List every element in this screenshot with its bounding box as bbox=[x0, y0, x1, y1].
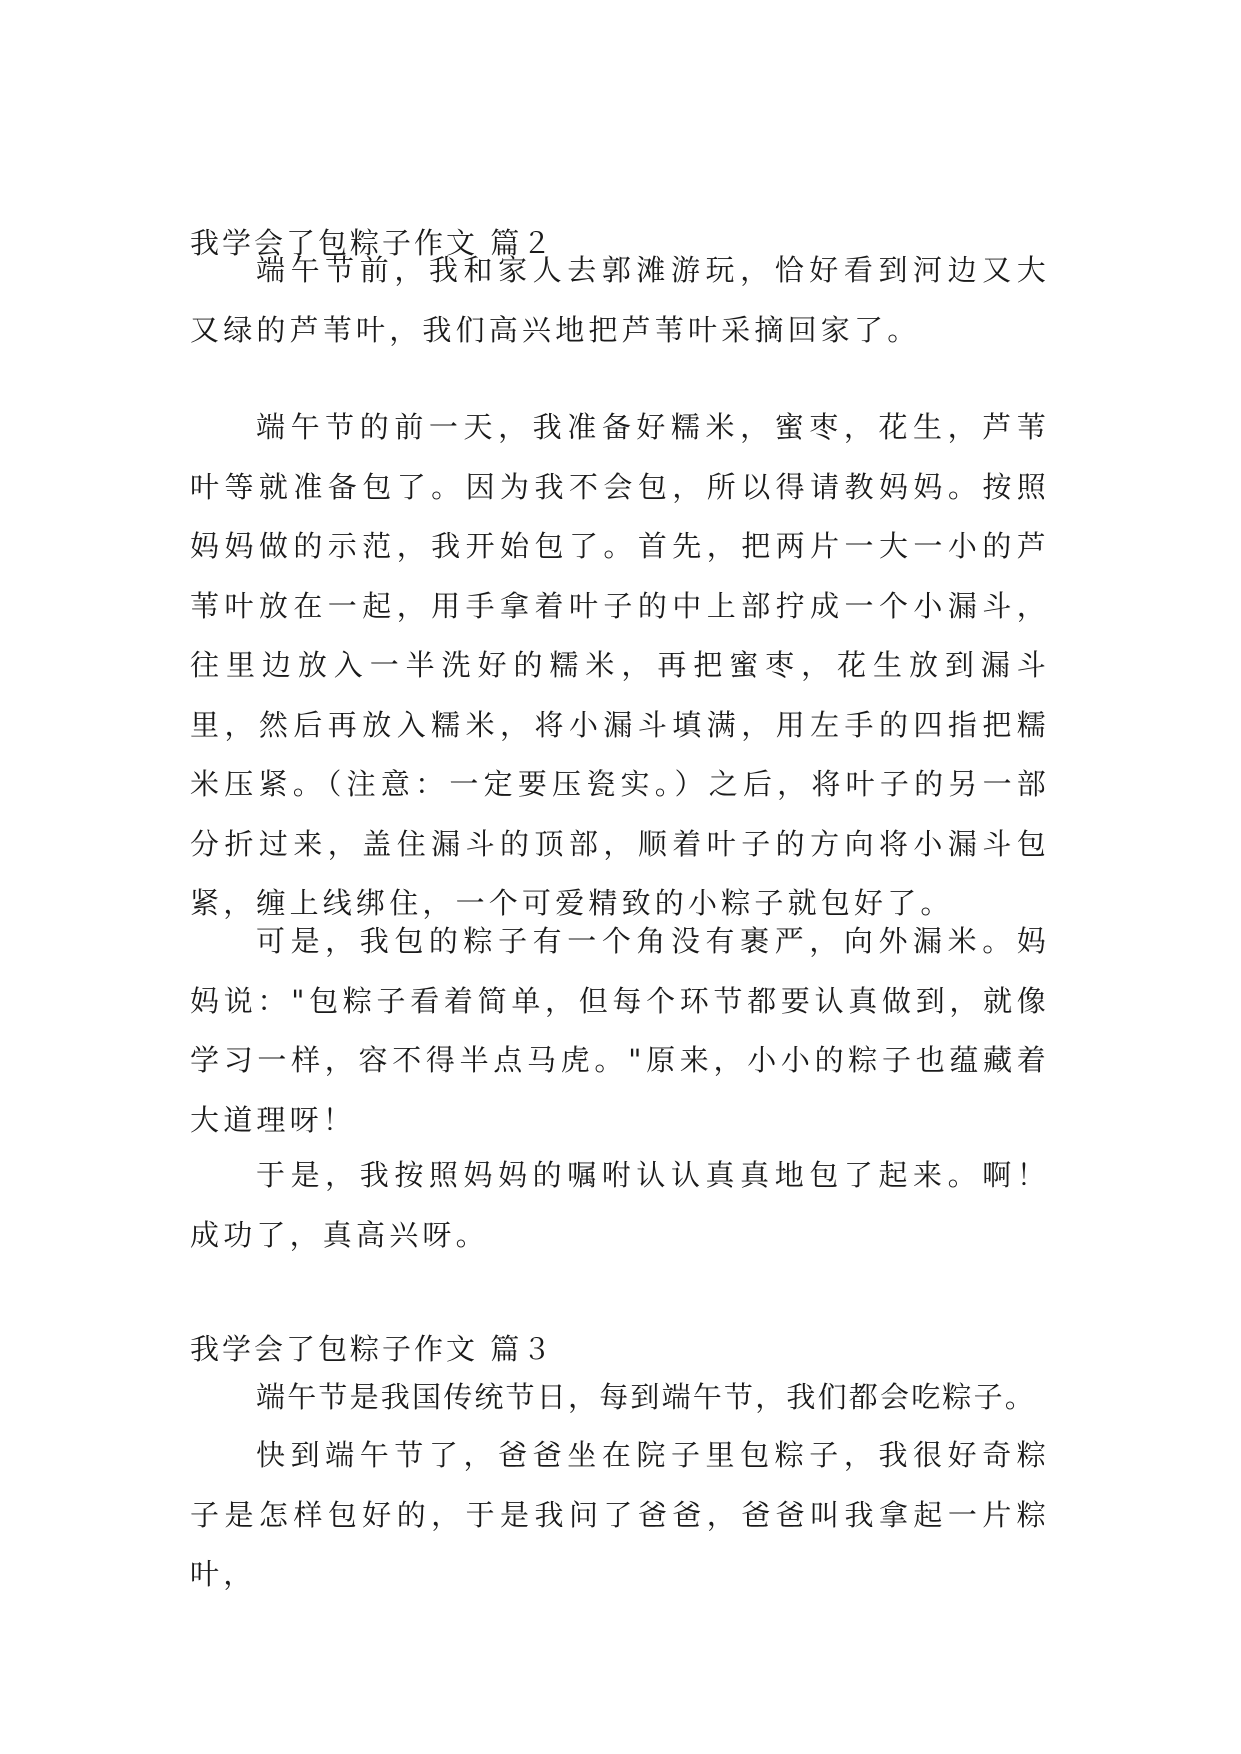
paragraph: 快到端午节了，爸爸坐在院子里包粽子，我很好奇粽子是怎样包好的，于是我问了爸爸，爸爸叫我拿起一片粽叶， bbox=[190, 1438, 1050, 1591]
paragraph: 端午节的前一天，我准备好糯米，蜜枣，花生，芦苇叶等就准备包了。因为我不会包，所以得请教妈妈。按照妈妈做的示范，我开始包了。首先，把两片一大一小的芦苇叶放在一起，用手拿着叶子的中上部拧成一个小漏斗，往里边放入一半洗好的糯米，再把蜜枣，花生放到漏斗里，然后再放入糯米，将小漏斗填满，用左手的四指把糯米压紧。（注意：一定要压瓷实。）之后，将叶子的另一部分折过来，盖住漏斗的顶部，顺着叶子的方向将小漏斗包紧，缠上线绑住，一个可爱精致的小粽子就包好了。 bbox=[190, 410, 1050, 920]
paragraph: 端午节是我国传统节日，每到端午节，我们都会吃粽子。 bbox=[256, 1380, 1037, 1414]
paragraph: 端午节前，我和家人去郭滩游玩，恰好看到河边又大又绿的芦苇叶，我们高兴地把芦苇叶采摘回家了。 bbox=[190, 253, 1050, 347]
section-title-3: 我学会了包粽子作文 篇３ bbox=[190, 1332, 555, 1366]
paragraph: 于是，我按照妈妈的嘱咐认认真真地包了起来。啊！成功了，真高兴呀。 bbox=[190, 1158, 1050, 1252]
paragraph: 可是，我包的粽子有一个角没有裹严，向外漏米。妈妈说："包粽子看着简单，但每个环节都要认真做到，就像学习一样，容不得半点马虎。"原来，小小的粽子也蕴藏着大道理呀！ bbox=[190, 924, 1050, 1137]
section-title-2: 我学会了包粽子作文 篇２ bbox=[190, 226, 555, 260]
